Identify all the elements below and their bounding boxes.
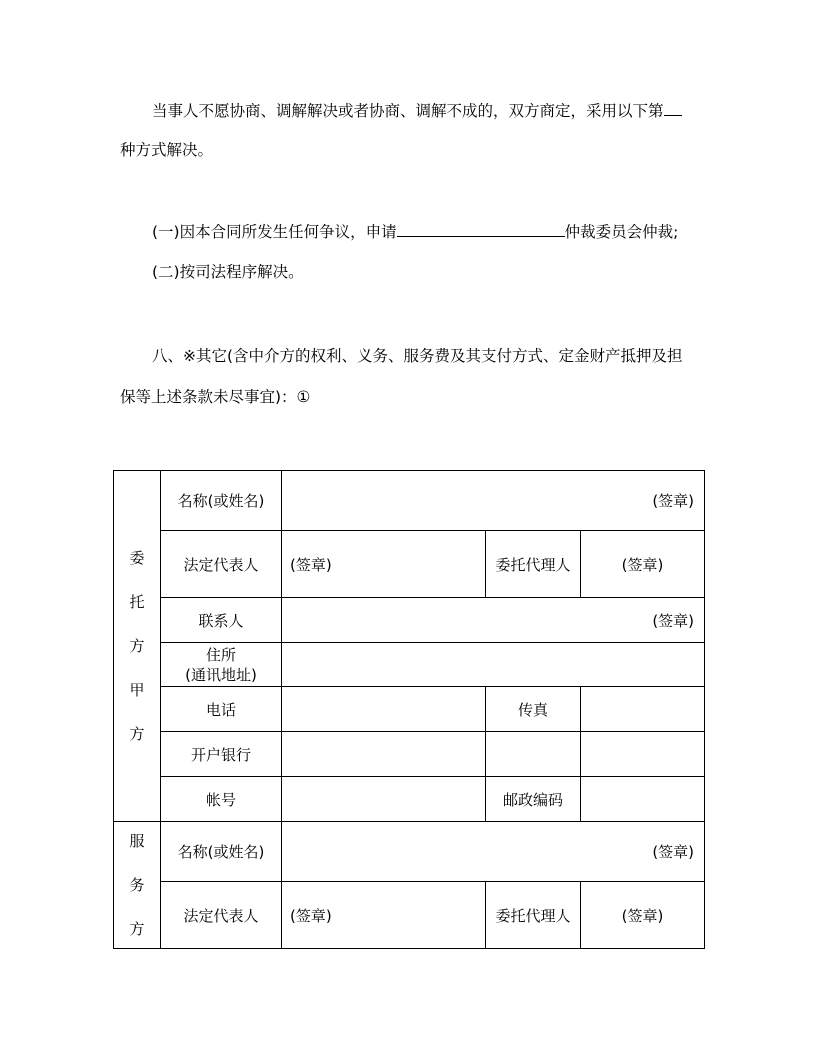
client-postcode-label: 邮政编码 xyxy=(486,777,581,822)
client-phone-field[interactable] xyxy=(282,687,486,732)
client-account-label: 帐号 xyxy=(161,777,282,822)
client-name-label: 名称(或姓名) xyxy=(161,471,282,531)
arbitration-option xyxy=(152,220,732,242)
other-matters-line-2: 保等上述条款未尽事宜)：① xyxy=(120,388,311,406)
service-legal-rep-label: 法定代表人 xyxy=(161,882,282,949)
client-postcode-field[interactable] xyxy=(581,777,705,822)
client-account-field[interactable] xyxy=(282,777,486,822)
service-rep-row xyxy=(114,882,705,949)
client-bank-field[interactable] xyxy=(282,732,486,777)
client-address-row xyxy=(114,643,705,687)
client-rep-row xyxy=(114,531,705,598)
dispute-clause-line-2: 种方式解决。 xyxy=(120,141,214,159)
client-address-field[interactable] xyxy=(282,643,705,687)
client-agent-seal[interactable]: (签章) xyxy=(581,531,705,598)
other-matters-line-1: 八、※其它(含中介方的权利、义务、服务费及其支付方式、定金财产抵押及担 xyxy=(152,347,683,365)
client-legal-rep-seal[interactable]: (签章) xyxy=(282,531,486,598)
arbitration-option-prefix: (一)因本合同所发生任何争议，申请 xyxy=(152,223,397,241)
service-name-seal[interactable]: (签章) xyxy=(282,822,705,882)
client-contact-row xyxy=(114,598,705,643)
client-fax-field[interactable] xyxy=(581,687,705,732)
service-legal-rep-seal[interactable]: (签章) xyxy=(282,882,486,949)
client-bank-extra-1[interactable] xyxy=(486,732,581,777)
client-bank-extra-2[interactable] xyxy=(581,732,705,777)
dispute-clause-line-1 xyxy=(152,99,732,121)
client-contact-seal[interactable]: (签章) xyxy=(282,598,705,643)
client-side-label: 委 托 方 甲 方 xyxy=(114,471,161,822)
client-phone-row xyxy=(114,687,705,732)
judicial-option: (二)按司法程序解决。 xyxy=(152,263,304,281)
client-agent-label: 委托代理人 xyxy=(486,531,581,598)
service-side-label: 服 务 方 xyxy=(114,822,161,949)
service-name-label: 名称(或姓名) xyxy=(161,822,282,882)
client-name-row xyxy=(114,471,705,531)
client-phone-label: 电话 xyxy=(161,687,282,732)
service-agent-label: 委托代理人 xyxy=(486,882,581,949)
arbitration-commission-blank[interactable] xyxy=(397,220,565,237)
client-fax-label: 传真 xyxy=(486,687,581,732)
client-contact-label: 联系人 xyxy=(161,598,282,643)
method-number-blank[interactable] xyxy=(664,99,682,116)
client-name-seal[interactable]: (签章) xyxy=(282,471,705,531)
client-account-row xyxy=(114,777,705,822)
client-address-label: 住所 (通讯地址) xyxy=(161,643,282,687)
signature-table xyxy=(113,470,705,949)
service-name-row xyxy=(114,822,705,882)
client-bank-label: 开户银行 xyxy=(161,732,282,777)
dispute-clause-text: 当事人不愿协商、调解解决或者协商、调解不成的，双方商定，采用以下第 xyxy=(152,102,664,120)
client-bank-row xyxy=(114,732,705,777)
client-legal-rep-label: 法定代表人 xyxy=(161,531,282,598)
service-agent-seal[interactable]: (签章) xyxy=(581,882,705,949)
arbitration-option-suffix: 仲裁委员会仲裁; xyxy=(564,223,679,241)
